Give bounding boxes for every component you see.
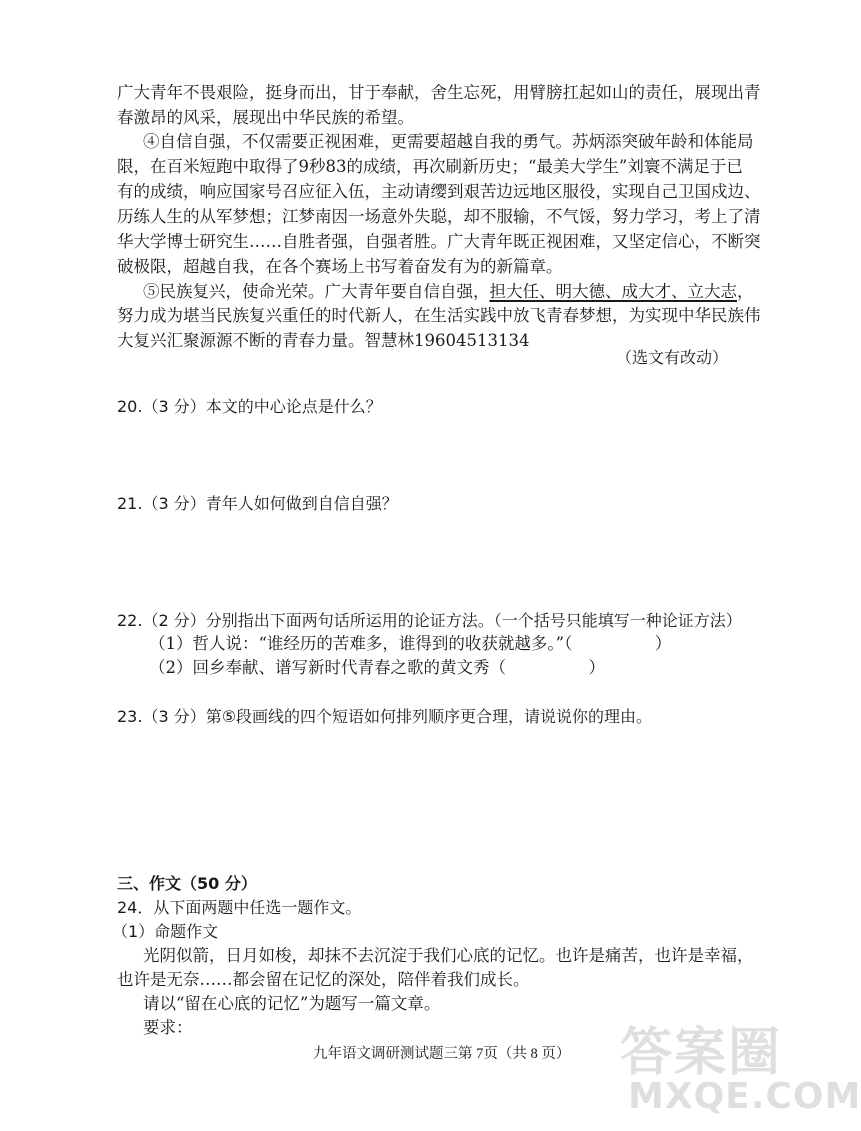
question-22-item-1: （1）哲人说：“谁经历的苦难多，谁得到的收获就越多。”（ ） [149,634,672,653]
question-21: 21.（3 分）青年人如何做到自信自强？ [117,494,398,513]
prompt-line: 光阴似箭，日月如梭，却抹不去沉淀于我们心底的记忆。也许是痛苦，也许是幸福， [143,946,754,965]
passage-line: 有的成绩，响应国家号召应征入伍，主动请缨到艰苦边远地区服役，实现自己卫国戍边、 [117,182,761,201]
site-watermark [620,1010,861,1120]
passage-line: 破极限，超越自我，在各个赛场上书写着奋发有为的新篇章。 [117,257,563,276]
composition-option-1: （1）命题作文 [112,922,219,941]
underlined-phrases: 担大任、明大德、成大才、立大志 [489,282,737,301]
passage-line: 大复兴汇聚源源不断的青春力量。智慧林19604513134 [117,331,530,350]
watermark-domain: MXQE.COM [628,1076,861,1117]
p5-prefix: ⑤民族复兴，使命光荣。广大青年要自信自强， [143,282,490,301]
question-24: 24．从下面两题中任选一题作文。 [117,898,362,917]
watermark-logo-text: 答案圈 [620,1023,783,1083]
passage-line: 限，在百米短跑中取得了9秒83的成绩，再次刷新历史；“最美大学生”刘寰不满足于已 [117,157,743,176]
passage-line: 华大学博士研究生……自胜者强，自强者胜。广大青年既正视困难，又坚定信心，不断突 [117,232,761,251]
passage-line: 历练人生的从军梦想；江梦南因一场意外失聪，却不服输，不气馁，努力学习，考上了清 [117,207,761,226]
composition-instruction: 请以“留在心底的记忆”为题写一篇文章。 [143,994,441,1013]
question-22-item-2: （2）回乡奉献、谱写新时代青春之歌的黄文秀（ ） [149,658,605,677]
passage-line: ④自信自强，不仅需要正视困难，更需要超越自我的勇气。苏炳添突破年龄和体能局 [143,132,754,151]
composition-requirements: 要求： [143,1018,193,1037]
passage-line: 春激昂的风采，展现出中华民族的希望。 [117,108,414,127]
passage-line: 努力成为堪当民族复兴重任的时代新人，在生活实践中放飞青春梦想，为实现中华民族伟 [117,306,761,325]
question-23: 23.（3 分）第⑤段画线的四个短语如何排列顺序更合理，请说说你的理由。 [117,707,653,726]
section-title: 三、作文（50 分） [117,874,257,893]
question-22: 22.（2 分）分别指出下面两句话所运用的论证方法。（一个括号只能填写一种论证方法） [117,611,742,630]
prompt-line: 也许是无奈……都会留在记忆的深处，陪伴着我们成长。 [117,970,530,989]
p5-suffix: ， [737,282,754,301]
page-footer: 九年语文调研测试题三第 7页（共 8 页） [313,1046,571,1062]
passage-line: 广大青年不畏艰险，挺身而出，甘于奉献，舍生忘死，用臂膀扛起如山的责任，展现出青 [117,83,761,102]
passage-line-p5 [143,281,754,303]
question-20: 20.（3 分）本文的中心论点是什么？ [117,397,382,416]
source-note: （选文有改动） [615,348,728,367]
